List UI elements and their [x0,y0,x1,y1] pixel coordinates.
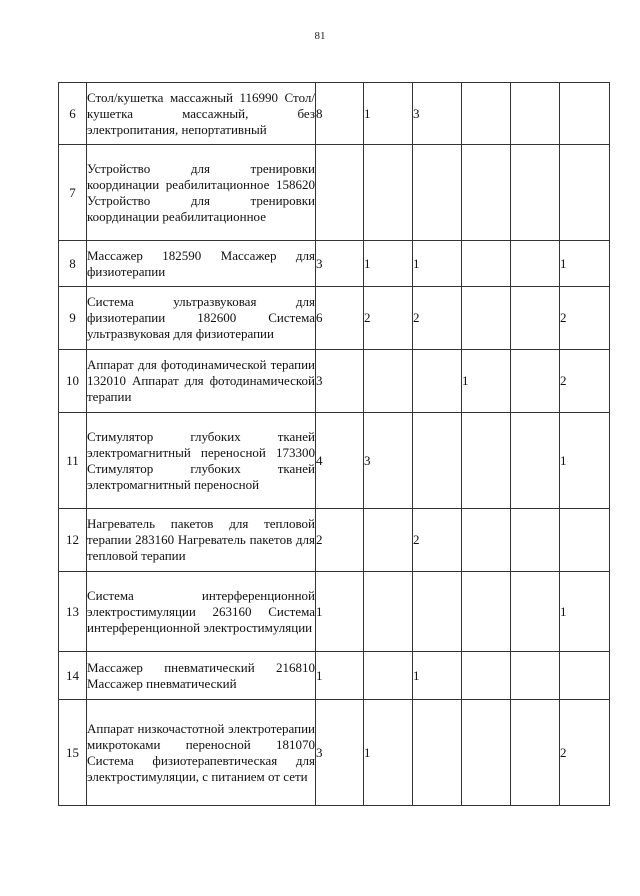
quantity-cell [364,652,413,700]
quantity-cell [462,241,511,287]
page-number: 81 [314,30,326,42]
quantity-cell: 3 [413,83,462,145]
quantity-cell [511,509,560,572]
equipment-name: Массажер пневматический 216810 Массажер пневматический [87,652,316,700]
quantity-cell: 2 [364,287,413,350]
row-number: 6 [59,83,87,145]
equipment-name: Аппарат для фотодинамической терапии 132010 Аппарат для фотодинамической терапии [87,350,316,413]
quantity-cell [364,509,413,572]
quantity-cell: 3 [364,413,413,509]
quantity-cell [462,145,511,241]
quantity-cell [364,572,413,652]
table-row [59,241,610,287]
table-row [59,509,610,572]
quantity-cell: 6 [316,287,364,350]
quantity-cell: 2 [316,509,364,572]
table-row [59,652,610,700]
quantity-cell: 3 [316,241,364,287]
quantity-cell [462,413,511,509]
row-number: 15 [59,700,87,806]
equipment-name: Стол/кушетка массажный 116990 Стол/кушетка массажный, без электропитания, непортативный [87,83,316,145]
quantity-cell [413,413,462,509]
table-row [59,572,610,652]
quantity-cell: 8 [316,83,364,145]
equipment-name: Нагреватель пакетов для тепловой терапии 283160 Нагреватель пакетов для тепловой терапии [87,509,316,572]
quantity-cell [462,700,511,806]
quantity-cell [511,652,560,700]
quantity-cell: 3 [316,350,364,413]
quantity-cell [462,509,511,572]
quantity-cell [511,241,560,287]
table-row [59,145,610,241]
equipment-name: Система ультразвуковая для физиотерапии 182600 Система ультразвуковая для физиотерапии [87,287,316,350]
equipment-name: Устройство для тренировки координации реабилитационное 158620 Устройство для тренировки координации реабилитационное [87,145,316,241]
quantity-cell: 1 [413,652,462,700]
table-row [59,413,610,509]
row-number: 10 [59,350,87,413]
quantity-cell [511,572,560,652]
quantity-cell: 1 [560,572,610,652]
quantity-cell [316,145,364,241]
row-number: 8 [59,241,87,287]
equipment-name: Стимулятор глубоких тканей электромагнитный переносной 173300 Стимулятор глубоких тканей электромагнитный переносной [87,413,316,509]
quantity-cell: 4 [316,413,364,509]
equipment-name: Аппарат низкочастотной электротерапии микротоками переносной 181070 Система физиотерапевтическая для электростимуляции, с питанием от сети [87,700,316,806]
quantity-cell: 1 [364,700,413,806]
quantity-cell: 1 [364,241,413,287]
quantity-cell: 1 [364,83,413,145]
row-number: 13 [59,572,87,652]
quantity-cell: 2 [560,700,610,806]
table-row [59,83,610,145]
quantity-cell: 1 [560,241,610,287]
table-row [59,350,610,413]
quantity-cell [413,350,462,413]
quantity-cell [511,413,560,509]
quantity-cell: 2 [413,509,462,572]
quantity-cell [560,83,610,145]
table-row [59,287,610,350]
quantity-cell [560,145,610,241]
quantity-cell [560,652,610,700]
quantity-cell [560,509,610,572]
row-number: 9 [59,287,87,350]
quantity-cell: 2 [560,350,610,413]
quantity-cell [462,287,511,350]
row-number: 7 [59,145,87,241]
row-number: 11 [59,413,87,509]
quantity-cell [364,145,413,241]
quantity-cell [511,700,560,806]
quantity-cell [364,350,413,413]
quantity-cell: 2 [560,287,610,350]
quantity-cell: 3 [316,700,364,806]
row-number: 14 [59,652,87,700]
quantity-cell [413,572,462,652]
quantity-cell [462,572,511,652]
quantity-cell: 1 [413,241,462,287]
quantity-cell: 1 [462,350,511,413]
equipment-name: Массажер 182590 Массажер для физиотерапии [87,241,316,287]
quantity-cell [511,350,560,413]
row-number: 12 [59,509,87,572]
equipment-table [58,82,610,806]
quantity-cell [511,145,560,241]
table-row [59,700,610,806]
quantity-cell: 1 [316,572,364,652]
quantity-cell [462,652,511,700]
quantity-cell [413,700,462,806]
quantity-cell: 2 [413,287,462,350]
equipment-name: Система интерференционной электростимуляции 263160 Система интерференционной электростимуляции [87,572,316,652]
quantity-cell [511,287,560,350]
quantity-cell [511,83,560,145]
quantity-cell [462,83,511,145]
quantity-cell: 1 [316,652,364,700]
quantity-cell: 1 [560,413,610,509]
quantity-cell [413,145,462,241]
